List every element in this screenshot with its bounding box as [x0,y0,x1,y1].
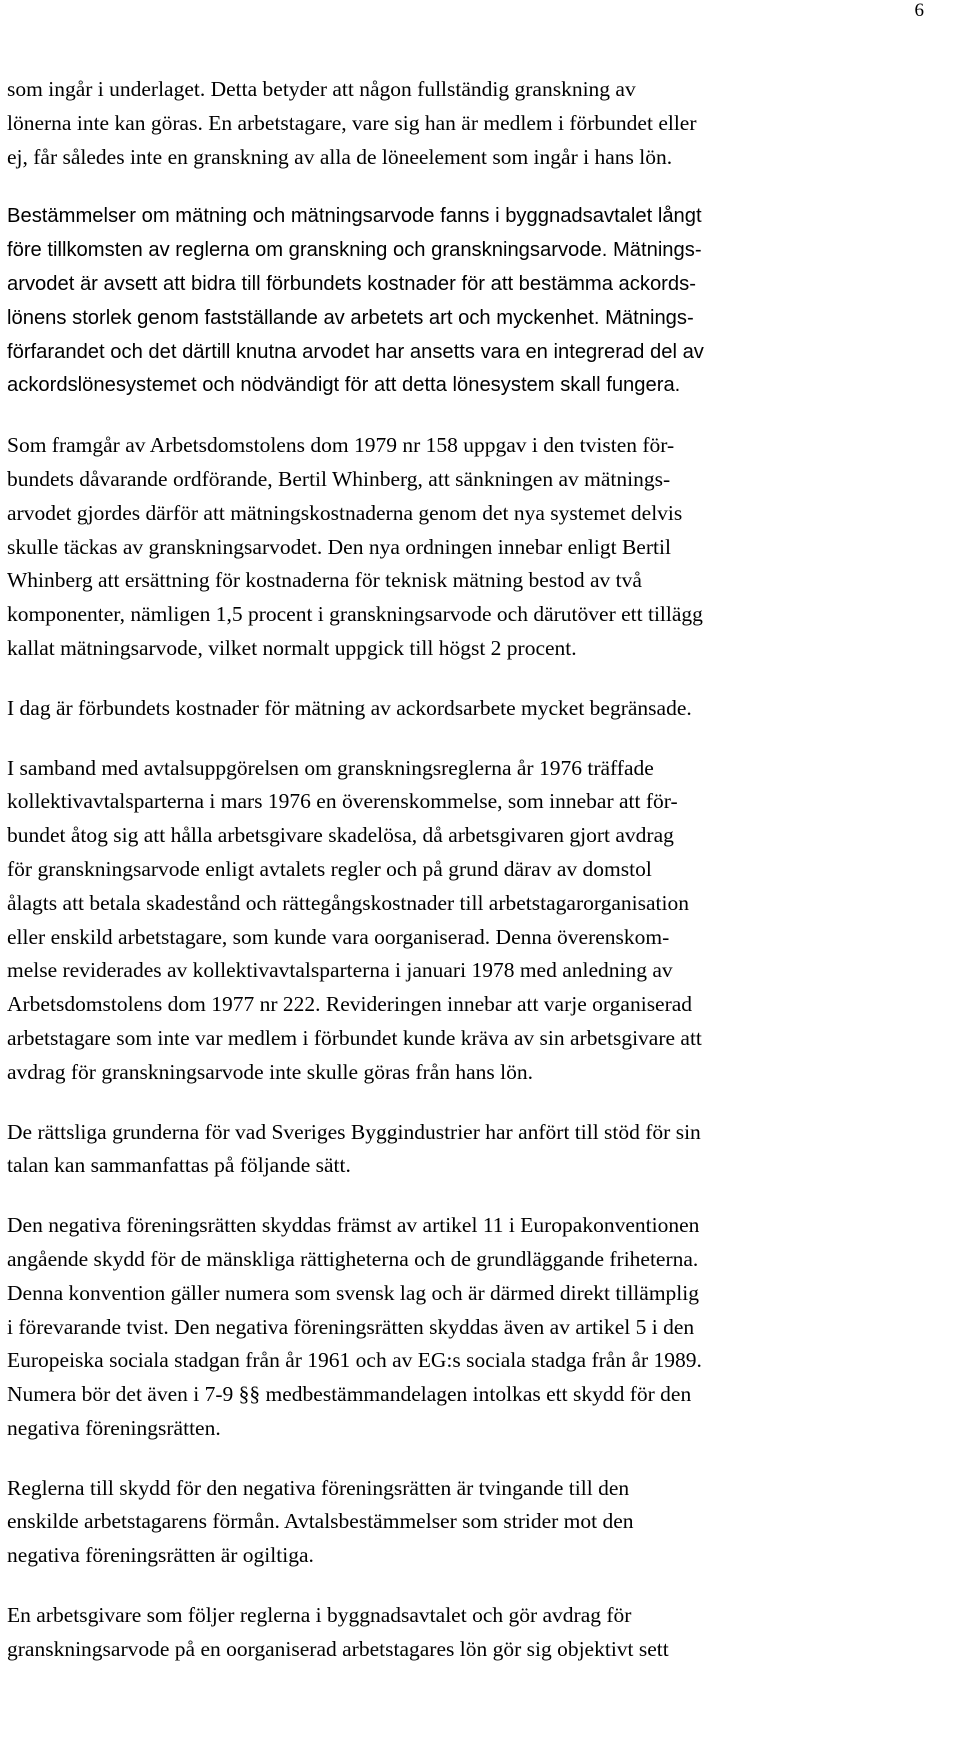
text-line: negativa föreningsrätten. [7,1415,221,1440]
text-line: som ingår i underlaget. Detta betyder att någon fullständig granskning av [7,77,636,101]
text-line: Som framgår av Arbetsdomstolens dom 1979 nr 158 uppgav i den tvisten för- [7,433,675,458]
paragraph [7,1116,955,1184]
text-line: Reglerna till skydd för den negativa föreningsrätten är tvingande till den [7,1475,630,1500]
text-line: I dag är förbundets kostnader för mätning av ackordsarbete mycket begränsade. [7,695,692,720]
text-line: före tillkomsten av reglerna om granskning och granskningsarvode. Mätnings- [7,239,702,262]
text-line: förfarandet och det därtill knutna arvodet har ansetts vara en integrerad del av [7,340,704,363]
text-line: En arbetsgivare som följer reglerna i byggnadsavtalet och gör avdrag för [7,1603,632,1628]
text-line: Bestämmelser om mätning och mätningsarvode fanns i byggnadsavtalet långt [7,205,702,228]
paragraph [7,429,955,666]
text-line: negativa föreningsrätten är ogiltiga. [7,1543,314,1568]
text-line: Denna konvention gäller numera som svensk lag och är därmed direkt tillämplig [7,1280,699,1305]
paragraph [7,752,955,1090]
text-line: eller enskild arbetstagare, som kunde vara oorganiserad. Denna överenskom- [7,924,670,949]
paragraph [7,1472,955,1573]
text-line: talan kan sammanfattas på följande sätt. [7,1153,351,1178]
text-line: bundets dåvarande ordförande, Bertil Whinberg, att sänkningen av mätnings- [7,466,671,491]
text-line: i förevarande tvist. Den negativa föreningsrätten skyddas även av artikel 5 i den [7,1314,695,1339]
text-line: I samband med avtalsuppgörelsen om granskningsreglerna år 1976 träffade [7,755,654,780]
text-line: ackordslönesystemet och nödvändigt för att detta lönesystem skall fungera. [7,374,681,397]
text-line: Arbetsdomstolens dom 1977 nr 222. Revideringen innebar att varje organiserad [7,992,693,1017]
text-line: avdrag för granskningsarvode inte skulle göras från hans lön. [7,1059,534,1084]
paragraph [7,1209,955,1446]
text-line: arvodet gjordes därför att mätningskostnaderna genom det nya systemet delvis [7,500,683,525]
text-line: arbetstagare som inte var medlem i förbundet kunde kräva av sin arbetsgivare att [7,1025,702,1050]
text-line: för granskningsarvode enligt avtalets regler och på grund därav av domstol [7,856,652,881]
text-line: Europeiska sociala stadgan från år 1961 och av EG:s sociala stadga från år 1989. [7,1348,702,1373]
text-line: enskilde arbetstagarens förmån. Avtalsbestämmelser som strider mot den [7,1509,634,1534]
text-line: De rättsliga grunderna för vad Sveriges Byggindustrier har anfört till stöd för sin [7,1119,701,1144]
text-line: komponenter, nämligen 1,5 procent i granskningsarvode och därutöver ett tillägg [7,602,703,627]
text-line: kollektivavtalsparterna i mars 1976 en överenskommelse, som innebar att för- [7,789,678,814]
text-line: ålagts att betala skadestånd och rättegångskostnader till arbetstagarorganisation [7,890,689,915]
text-line: ej, får således inte en granskning av alla de löneelement som ingår i hans lön. [7,144,673,169]
text-line: melse reviderades av kollektivavtalsparterna i januari 1978 med anledning av [7,958,673,983]
text-line: Whinberg att ersättning för kostnaderna för teknisk mätning bestod av två [7,568,642,593]
page-number: 6 [914,0,924,21]
text-line: kallat mätningsarvode, vilket normalt uppgick till högst 2 procent. [7,635,577,660]
text-line: Numera bör det även i 7-9 §§ medbestämmandelagen intolkas ett skydd för den [7,1382,692,1407]
text-line: bundet åtog sig att hålla arbetsgivare skadelösa, då arbetsgivaren gjort avdrag [7,823,674,848]
text-line: angående skydd för de mänskliga rättigheterna och de grundläggande friheterna. [7,1246,699,1271]
text-line: Den negativa föreningsrätten skyddas främst av artikel 11 i Europakonventionen [7,1213,700,1238]
paragraph [7,1599,955,1667]
document-body [7,73,955,1667]
text-line: skulle täckas av granskningsarvodet. Den nya ordningen innebar enligt Bertil [7,534,671,559]
paragraph [7,73,955,174]
paragraph [7,200,955,403]
text-line: granskningsarvode på en oorganiserad arbetstagares lön gör sig objektivt sett [7,1636,669,1661]
paragraph [7,692,955,726]
text-line: lönens storlek genom fastställande av arbetets art och myckenhet. Mätnings- [7,306,694,329]
text-line: lönerna inte kan göras. En arbetstagare, vare sig han är medlem i förbundet eller [7,110,697,135]
text-line: arvodet är avsett att bidra till förbundets kostnader för att bestämma ackords- [7,272,696,295]
